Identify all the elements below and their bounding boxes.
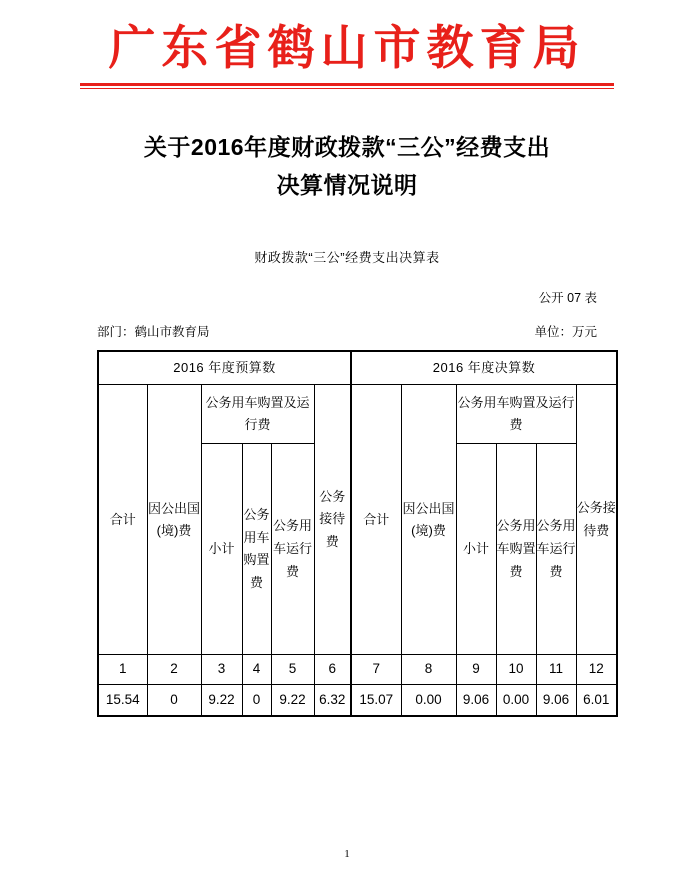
header-budget-vehicle-operation-text: 公务用车运行费	[272, 518, 312, 579]
data-cell: 6.01	[576, 685, 617, 717]
data-cell: 9.22	[201, 685, 242, 717]
header-budget-vehicle-purchase	[242, 444, 271, 655]
column-number-cell: 2	[147, 655, 201, 685]
column-number-cell: 7	[351, 655, 401, 685]
header-budget-hospitality-text: 公务接待费	[319, 488, 346, 550]
header-final-vehicle-purchase	[496, 444, 536, 655]
column-number-cell: 8	[401, 655, 456, 685]
data-cell: 0.00	[401, 685, 456, 717]
header-final-abroad: 因公出国(境)费	[401, 385, 456, 655]
masthead-rule-thin	[80, 88, 614, 89]
header-budget-vehicle-group: 公务用车购置及运行费	[201, 385, 314, 444]
masthead-organization-title: 广东省鹤山市教育局	[108, 23, 586, 75]
header-final-vehicle-purchase-text: 公务用车购置费	[496, 518, 536, 579]
table-caption: 财政拨款“三公”经费支出决算表	[254, 250, 440, 266]
document-title-line-2: 决算情况说明	[276, 172, 418, 199]
column-number-cell: 1	[98, 655, 147, 685]
header-budget-vehicle-purchase-text: 公务用车购置费	[243, 506, 270, 591]
column-number-cell: 5	[271, 655, 314, 685]
header-budget-abroad: 因公出国(境)费	[147, 385, 201, 655]
data-cell: 9.22	[271, 685, 314, 717]
header-final-vehicle-operation-text: 公务用车运行费	[536, 518, 576, 579]
data-cell: 0	[242, 685, 271, 717]
column-number-cell: 12	[576, 655, 617, 685]
group-header-final-accounts: 2016 年度决算数	[351, 351, 617, 385]
table-column-number-row	[98, 655, 617, 685]
data-cell: 15.07	[351, 685, 401, 717]
page-number: 1	[344, 848, 350, 860]
header-final-vehicle-operation	[536, 444, 576, 655]
table-group-header-row	[98, 351, 617, 385]
header-budget-hospitality	[314, 385, 351, 655]
column-number-cell: 4	[242, 655, 271, 685]
header-budget-vehicle-operation	[271, 444, 314, 655]
document-title	[0, 129, 694, 205]
data-cell: 0	[147, 685, 201, 717]
header-final-vehicle-subtotal: 小计	[456, 444, 496, 655]
header-final-hospitality-text: 公务接待费	[576, 500, 616, 538]
data-cell: 9.06	[456, 685, 496, 717]
header-final-hospitality	[576, 385, 617, 655]
data-cell: 6.32	[314, 685, 351, 717]
header-final-total: 合计	[351, 385, 401, 655]
table-data-row	[98, 685, 617, 717]
data-cell: 0.00	[496, 685, 536, 717]
publish-code: 公开 07 表	[538, 291, 597, 306]
column-number-cell: 11	[536, 655, 576, 685]
table-subgroup-header-row	[98, 385, 617, 444]
budget-table-wrapper	[97, 350, 616, 717]
column-number-cell: 9	[456, 655, 496, 685]
masthead-rule-thick	[80, 83, 614, 86]
masthead	[0, 0, 694, 89]
unit-label: 单位：万元	[534, 325, 597, 340]
document-title-line-1: 关于2016年度财政拨款“三公”经费支出	[143, 134, 551, 161]
department-label: 部门：鹤山市教育局	[97, 325, 210, 340]
table-meta-block	[97, 288, 597, 340]
data-cell: 15.54	[98, 685, 147, 717]
header-budget-total: 合计	[98, 385, 147, 655]
data-cell: 9.06	[536, 685, 576, 717]
header-final-vehicle-group: 公务用车购置及运行费	[456, 385, 576, 444]
department-unit-row	[97, 322, 597, 340]
group-header-budget: 2016 年度预算数	[98, 351, 351, 385]
column-number-cell: 6	[314, 655, 351, 685]
column-number-cell: 10	[496, 655, 536, 685]
publish-code-row	[97, 288, 597, 306]
budget-table	[97, 350, 618, 717]
header-budget-vehicle-subtotal: 小计	[201, 444, 242, 655]
column-number-cell: 3	[201, 655, 242, 685]
